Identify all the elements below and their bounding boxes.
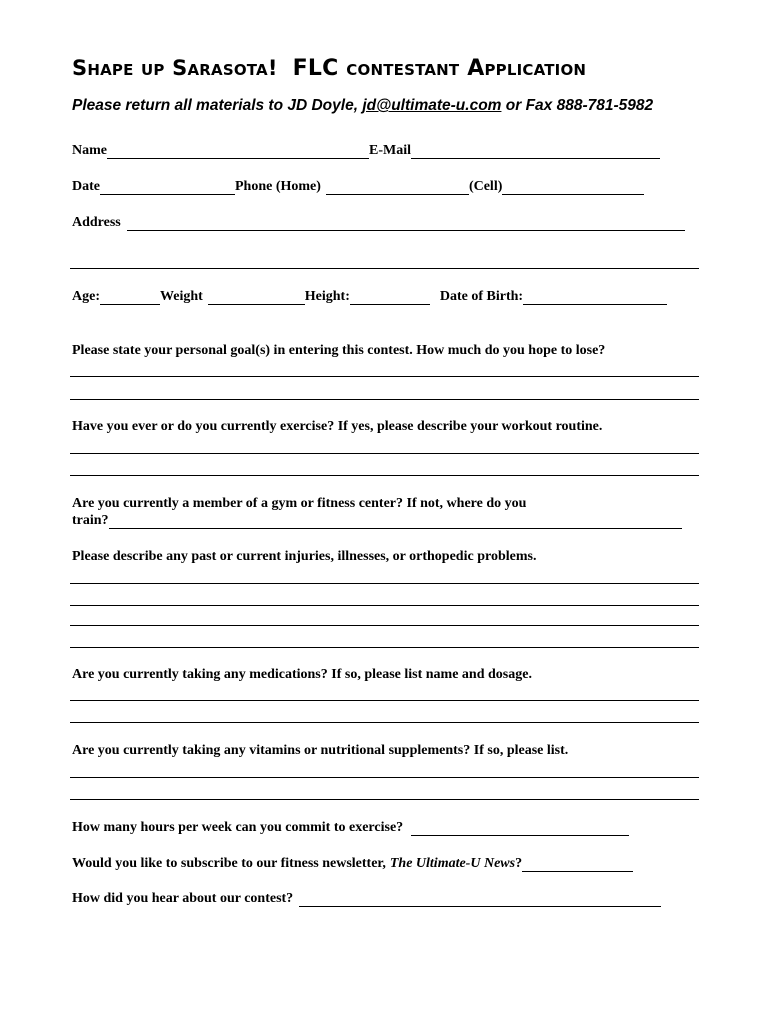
- exercise-question: Have you ever or do you currently exercise? If yes, please describe your workout routine.: [72, 419, 603, 434]
- name-label: Name: [72, 143, 107, 158]
- page-title: [72, 56, 586, 81]
- cell-field[interactable]: [502, 180, 644, 195]
- hours-label: How many hours per week can you commit to exercise?: [72, 820, 404, 835]
- address-field[interactable]: [127, 216, 685, 231]
- dob-label: Date of Birth:: [439, 289, 524, 304]
- hear-field[interactable]: [299, 892, 661, 907]
- date-label: Date: [72, 179, 100, 194]
- title-part2: FLC contestant Application: [292, 56, 587, 81]
- address-row: [72, 215, 685, 231]
- gym-label: train?: [72, 513, 109, 528]
- name-field[interactable]: [107, 144, 369, 159]
- goals-question: Please state your personal goal(s) in entering this contest. How much do you hope to lose?: [72, 343, 606, 358]
- newsletter-name: The Ultimate-U News: [389, 856, 516, 871]
- email-label: E-Mail: [369, 143, 411, 158]
- contact-email-link[interactable]: jd@ultimate-u.com: [362, 97, 502, 114]
- hours-row: [72, 820, 629, 836]
- age-label: Age:: [72, 289, 100, 304]
- injuries-answer-line[interactable]: [70, 583, 699, 584]
- injuries-answer-line[interactable]: [70, 605, 699, 606]
- phone-home-label: Phone (Home): [235, 179, 321, 194]
- instructions-prefix: Please return all materials to JD Doyle,: [72, 97, 359, 114]
- hours-field[interactable]: [411, 821, 629, 836]
- vitamins-answer-line[interactable]: [70, 777, 699, 778]
- exercise-answer-line[interactable]: [70, 475, 699, 476]
- weight-field[interactable]: [208, 290, 305, 305]
- height-field[interactable]: [350, 290, 430, 305]
- gym-row: [72, 513, 682, 529]
- date-phone-row: [72, 179, 644, 195]
- goals-answer-line[interactable]: [70, 399, 699, 400]
- newsletter-label: Would you like to subscribe to our fitness newsletter,: [72, 856, 386, 871]
- injuries-answer-line[interactable]: [70, 625, 699, 626]
- newsletter-field[interactable]: [522, 857, 633, 872]
- gym-field[interactable]: [109, 514, 682, 529]
- date-field[interactable]: [100, 180, 235, 195]
- injuries-question: Please describe any past or current injuries, illnesses, or orthopedic problems.: [72, 549, 537, 564]
- email-field[interactable]: [411, 144, 660, 159]
- vitamins-answer-line[interactable]: [70, 799, 699, 800]
- instructions: [72, 97, 653, 115]
- stats-row: [72, 289, 667, 305]
- medications-answer-line[interactable]: [70, 722, 699, 723]
- address-label: Address: [72, 215, 121, 230]
- vitamins-question: Are you currently taking any vitamins or nutritional supplements? If so, please list.: [72, 743, 569, 758]
- cell-label: (Cell): [468, 179, 503, 194]
- goals-answer-line[interactable]: [70, 376, 699, 377]
- instructions-suffix: or Fax 888-781-5982: [505, 97, 654, 114]
- medications-answer-line[interactable]: [70, 700, 699, 701]
- height-label: Height:: [304, 289, 350, 304]
- medications-question: Are you currently taking any medications? If so, please list name and dosage.: [72, 667, 532, 682]
- dob-field[interactable]: [523, 290, 667, 305]
- weight-label: Weight: [160, 289, 203, 304]
- newsletter-row: [72, 856, 633, 872]
- newsletter-qmark: ?: [515, 856, 523, 871]
- exercise-answer-line[interactable]: [70, 453, 699, 454]
- hear-label: How did you hear about our contest?: [72, 891, 294, 906]
- gym-question: Are you currently a member of a gym or fitness center? If not, where do you: [72, 496, 527, 511]
- age-field[interactable]: [100, 290, 160, 305]
- phone-home-field[interactable]: [326, 180, 469, 195]
- injuries-answer-line[interactable]: [70, 647, 699, 648]
- title-part1: Shape up Sarasota!: [72, 56, 278, 80]
- address-line-2[interactable]: [70, 268, 699, 269]
- hear-row: [72, 891, 661, 907]
- name-email-row: [72, 143, 660, 159]
